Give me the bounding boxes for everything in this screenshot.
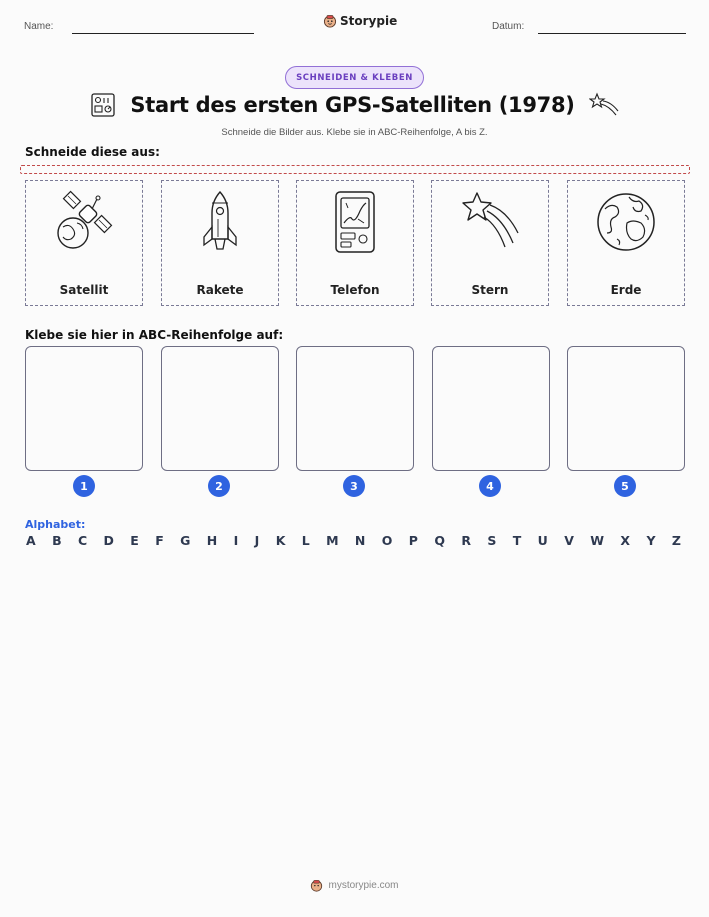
alphabet-letter: P	[408, 533, 418, 548]
alphabet-letter: N	[354, 533, 366, 548]
alphabet-letter: I	[233, 533, 239, 548]
footer-url[interactable]: mystorypie.com	[328, 880, 399, 891]
cut-section-label: Schneide diese aus:	[25, 145, 160, 159]
alphabet-letter: S	[487, 533, 497, 548]
shooting-star-icon	[457, 189, 523, 255]
alphabet-letter: G	[180, 533, 191, 548]
number-badge-1: 1	[73, 475, 95, 497]
alphabet-letter: Z	[671, 533, 681, 548]
alphabet-letter: F	[155, 533, 164, 548]
number-badge-3: 3	[343, 475, 365, 497]
cut-card-satellite[interactable]	[25, 180, 143, 306]
alphabet-letter: A	[26, 533, 36, 548]
alphabet-letter: D	[103, 533, 114, 548]
earth-icon	[593, 189, 659, 255]
alphabet-letter: X	[620, 533, 631, 548]
name-line[interactable]	[72, 33, 254, 34]
paste-box-1[interactable]	[25, 346, 143, 471]
footer	[0, 879, 709, 892]
alphabet-letter: W	[590, 533, 605, 548]
number-badge-4: 4	[479, 475, 501, 497]
alphabet-letter: J	[254, 533, 260, 548]
control-panel-icon	[90, 92, 116, 118]
activity-badge: SCHNEIDEN & KLEBEN	[285, 66, 424, 89]
paste-section-label: Klebe sie hier in ABC-Reihenfolge auf:	[25, 328, 284, 342]
alphabet-letter: C	[77, 533, 88, 548]
alphabet-letter: K	[275, 533, 286, 548]
title-row	[0, 92, 709, 118]
storypie-logo-icon	[310, 879, 323, 892]
cut-card-word: Satellit	[59, 283, 109, 297]
cut-card-earth[interactable]	[567, 180, 685, 306]
alphabet-letter: M	[326, 533, 339, 548]
alphabet-letter: H	[206, 533, 218, 548]
alphabet-letter: R	[461, 533, 471, 548]
alphabet-letter: B	[52, 533, 62, 548]
alphabet-letter: U	[537, 533, 548, 548]
instructions: Schneide die Bilder aus. Klebe sie in ABC-Reihenfolge, A bis Z.	[221, 127, 488, 138]
cut-card-star[interactable]	[431, 180, 549, 306]
number-badge-2: 2	[208, 475, 230, 497]
cut-card-word: Rakete	[196, 283, 244, 297]
brand	[323, 14, 397, 28]
paste-box-5[interactable]	[567, 346, 685, 471]
page-title: Start des ersten GPS-Satelliten (1978)	[130, 93, 575, 117]
paste-box-4[interactable]	[432, 346, 550, 471]
alphabet-letter: V	[564, 533, 574, 548]
date-line[interactable]	[538, 33, 686, 34]
alphabet-letter: Q	[434, 533, 445, 548]
phone-icon	[322, 189, 388, 255]
cut-card-word: Stern	[471, 283, 509, 297]
shooting-star-icon	[589, 92, 619, 118]
brand-name: Storypie	[340, 14, 398, 28]
alphabet-label: Alphabet:	[25, 518, 86, 531]
cut-line	[20, 165, 690, 174]
satellite-icon	[51, 189, 117, 255]
paste-box-3[interactable]	[296, 346, 414, 471]
rocket-icon	[187, 189, 253, 255]
date-label: Datum:	[492, 21, 525, 32]
alphabet-letter: L	[301, 533, 310, 548]
cut-card-word: Erde	[610, 283, 642, 297]
name-label: Name:	[24, 21, 54, 32]
cut-card-word: Telefon	[330, 283, 380, 297]
alphabet-row	[26, 533, 681, 548]
alphabet-letter: Y	[646, 533, 656, 548]
alphabet-letter: O	[381, 533, 393, 548]
cut-card-rocket[interactable]	[161, 180, 279, 306]
alphabet-letter: T	[512, 533, 522, 548]
paste-box-2[interactable]	[161, 346, 279, 471]
alphabet-letter: E	[130, 533, 139, 548]
storypie-logo-icon	[323, 14, 337, 28]
number-badge-5: 5	[614, 475, 636, 497]
cut-card-phone[interactable]	[296, 180, 414, 306]
